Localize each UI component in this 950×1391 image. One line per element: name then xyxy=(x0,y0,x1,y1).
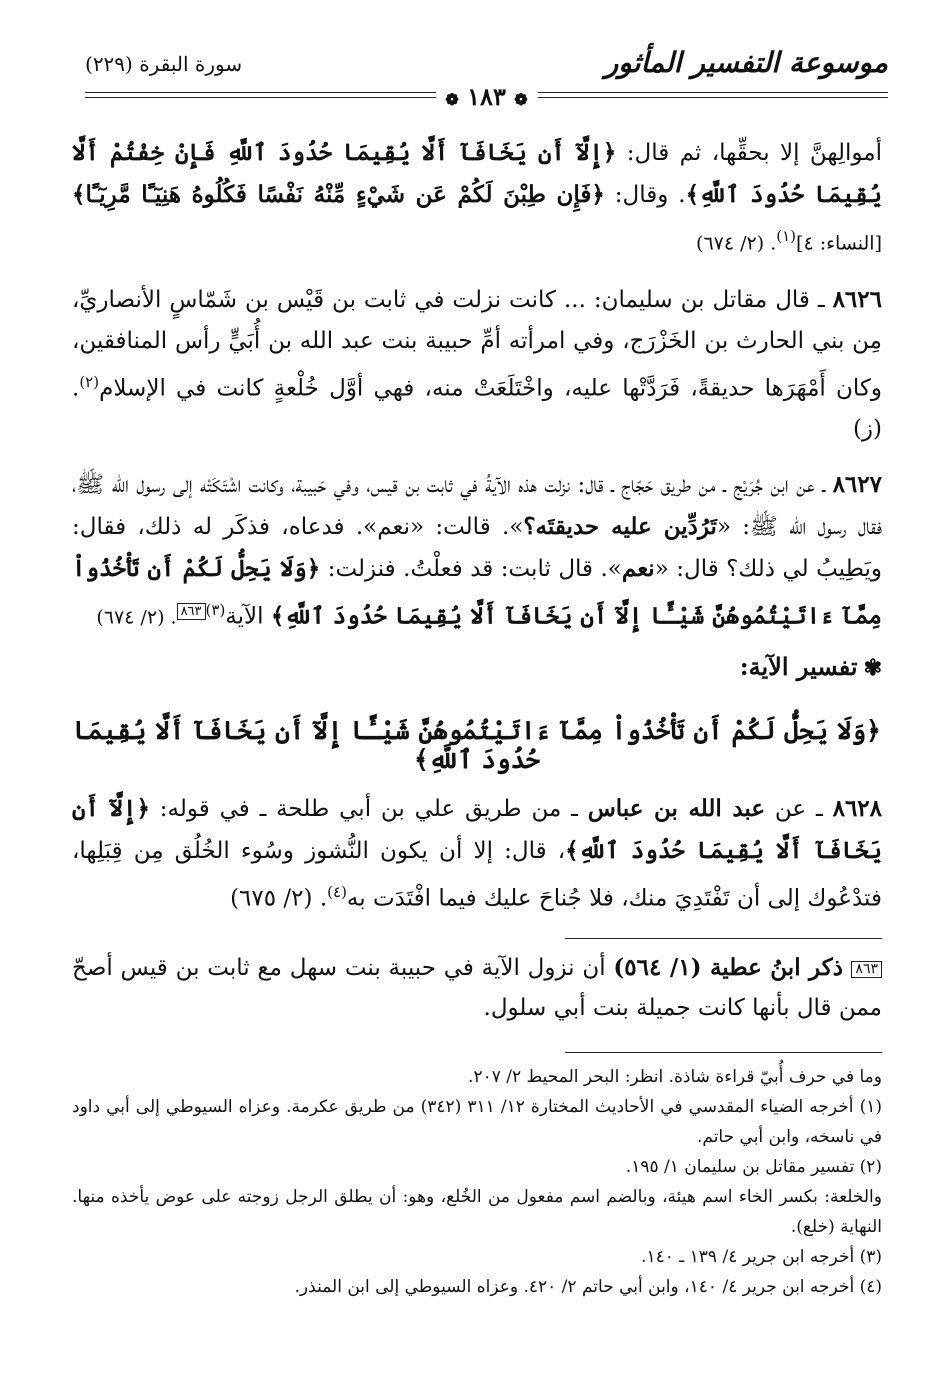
surah-label: سورة البقرة (٢٢٩) xyxy=(85,52,243,76)
footnote-line: وما في حرف أُبيّ قراءة شاذة. انظر: البحر المحيط ٢/ ٢٠٧. xyxy=(468,1067,882,1087)
main-text xyxy=(72,132,882,653)
entry-number: ٨٦٢٦ xyxy=(832,285,882,313)
page-header xyxy=(85,46,888,112)
flower-icon: ✾ xyxy=(863,655,882,681)
footnotes-separator xyxy=(565,1052,882,1053)
commentary-note xyxy=(72,948,882,1028)
commentary-lead: ذكر ابنُ عطية (١/ ٥٦٤) xyxy=(613,954,852,981)
text-run: ـ من طريق علي بن أبي طلحة ـ في قوله: xyxy=(149,796,588,822)
footnote-line: (٤) أخرجه ابن جرير ٤/ ١٤٠، وابن أبي حاتم ٢/ ٤٢٠. وعزاه السيوطي إلى ابن المنذر. xyxy=(294,1277,882,1297)
section-heading xyxy=(740,652,882,681)
footnote-line: (٢) تفسير مقاتل بن سليمان ١/ ١٩٥. xyxy=(625,1157,882,1177)
page-number: ١٨٣ xyxy=(467,82,506,111)
quran-quote: ﴿إِلَّآ أَن يَخَافَآ أَلَّا يُقِيمَا حُدُودَ ٱللَّهِ﴾ xyxy=(72,795,882,864)
text-run: ، قال: إلا أن يكون النُّشوز وسُوء الخُلُق مِن قِبَلِها، فتدْعُوك إلى أن تَفْتَدِيَ منك، فلا جُناحَ عليك فيما افْتَدَت به xyxy=(72,838,882,912)
paragraph-8626 xyxy=(72,279,882,451)
section-title-text: تفسير الآية: xyxy=(739,652,858,681)
text-run: ـ قال مقاتل بن سليمان: ... كانت نزلت في ثابت بن قَيْس بن شَمّاسٍ الأنصاريِّ، مِن بني الحارث بن الخَزْرَج، وفي امرأته أمِّ حبيبة بنت عبد الله بن أُبَيٍّ رأس المنافقين، وكان أَمْهَرَها حديقةً، فَرَدَّتْها عليه، واخْتَلَعَتْ منه، فهي أوَّل خُلْعةٍ كانت في الإسلام xyxy=(72,286,882,402)
narrator-name: عبد الله بن عباس xyxy=(587,795,766,822)
volume-reference: . (٢/ ٦٧٤) xyxy=(696,232,777,255)
entry-number: ٨٦٢٧ xyxy=(832,471,882,499)
text-run: ـ عن xyxy=(765,796,833,822)
hadith-bold: تَرُدِّين عليه حديقتَه؟ xyxy=(523,513,717,541)
page-number-block xyxy=(435,82,537,111)
text-run: . وقال: xyxy=(604,182,686,208)
quran-quote: ﴿وَلَا يَحِلُّ لَكُمْ أَن تَأْخُذُواْ مِمَّآ ءَاتَيْتُمُوهُنَّ شَيْـًٔا إِلَّآ أَن يَخَافَآ أَلَّا يُقِيمَا حُدُودَ ٱللَّهِ﴾ xyxy=(72,555,882,630)
ornament-icon: ❁ xyxy=(445,90,459,109)
footnote-line: والخلعة: بكسر الخاء اسم هيئة، وبالضم اسم مفعول من الخُلع، وهو: أن يطلق الرجل زوجته على عوض يأخذه منها. النهاية (خلع). xyxy=(72,1187,882,1237)
commentary-marker-box: ٨٦٣ xyxy=(851,961,882,978)
entry-number: ٨٦٢٨ xyxy=(832,795,883,822)
text-run: الآية xyxy=(225,603,271,630)
text-run: ـ عن ابن جُرَيْج ـ من طريق حَجّاج ـ قال: نزلت هذه الآيةُ في ثابت بن قيس، وفي حَبيبة، وكانت اشْتَكَتْه إلى رسول الله ﷺ، فقال رسول الله ﷺ: « xyxy=(72,472,882,541)
ornament-icon: ❁ xyxy=(514,90,528,109)
footnote-marker: (٣) xyxy=(205,601,226,620)
quran-quote: ﴿إِلَّآ أَن يَخَافَآ أَلَّا يُقِيمَا حُدُودَ ٱللَّهِ فَإِنْ خِفْتُمْ أَلَّا يُقِيمَا حُدُودَ ٱللَّهِ﴾ xyxy=(72,139,882,208)
text-run: ». قالت: «نعم». فدعاه، فذكَر له ذلك، فقال: ويَطِيبُ لي ذلك؟ قال: « xyxy=(72,514,882,583)
paragraph-8628 xyxy=(72,788,882,920)
paragraph-8627 xyxy=(72,464,882,639)
footnote-marker: (٢) xyxy=(79,372,100,391)
volume-reference: . (ز) xyxy=(72,375,882,443)
volume-reference: . (٢/ ٦٧٤) xyxy=(96,606,177,629)
paragraph-continuation xyxy=(72,132,882,265)
footnote-line: (٣) أخرجه ابن جرير ٤/ ١٣٩ ـ ١٤٠. xyxy=(641,1247,882,1267)
text-run: أموالِهنَّ إلا بحقِّها، ثم قال: xyxy=(616,140,882,166)
footnote-line: (١) أخرجه الضياء المقدسي في الأحاديث المختارة ١٢/ ٣١١ (٣٤٢) من طريق عكرمة. وعزاه السيوطي إلى أبي داود في ناسخه، وابن أبي حاتم. xyxy=(72,1097,882,1147)
footnote-marker: (١) xyxy=(776,227,797,245)
verse-heading: ﴿وَلَا يَحِلُّ لَكُمْ أَن تَأْخُذُواْ مِمَّآ ءَاتَيْتُمُوهُنَّ شَيْـًٔا إِلَّآ أَن يَخَافَآ أَلَّا يُقِيمَا حُدُودَ ٱللَّهِ﴾ xyxy=(73,716,881,774)
volume-reference: . (٢/ ٦٧٥) xyxy=(230,885,328,912)
quran-quote: ﴿فَإِن طِبْنَ لَكُمْ عَن شَيْءٍ مِّنْهُ نَفْسًا فَكُلُوهُ هَنِيٓـًٔا مَّرِيٓـًٔا﴾ xyxy=(72,181,605,208)
text-run: ». قال ثابت: قد فعلْتُ. فنزلت: xyxy=(320,556,622,583)
footnote-marker: (٤) xyxy=(327,883,347,901)
commentary-separator xyxy=(565,938,882,939)
footnotes xyxy=(72,1062,882,1302)
main-text-lower xyxy=(72,788,882,934)
commentary-text: أن نزول الآية في حبيبة بنت سهل مع ثابت بن قيس أصحّ ممن قال بأنها كانت جميلة بنت أبي سلول. xyxy=(72,955,882,1021)
hadith-bold: نعم xyxy=(621,555,655,583)
book-title: موسوعة التفسير المأثور xyxy=(604,46,888,79)
commentary-marker-box: ٨٦٣ xyxy=(177,603,206,620)
verse-reference: [النساء: ٤] xyxy=(796,232,882,255)
